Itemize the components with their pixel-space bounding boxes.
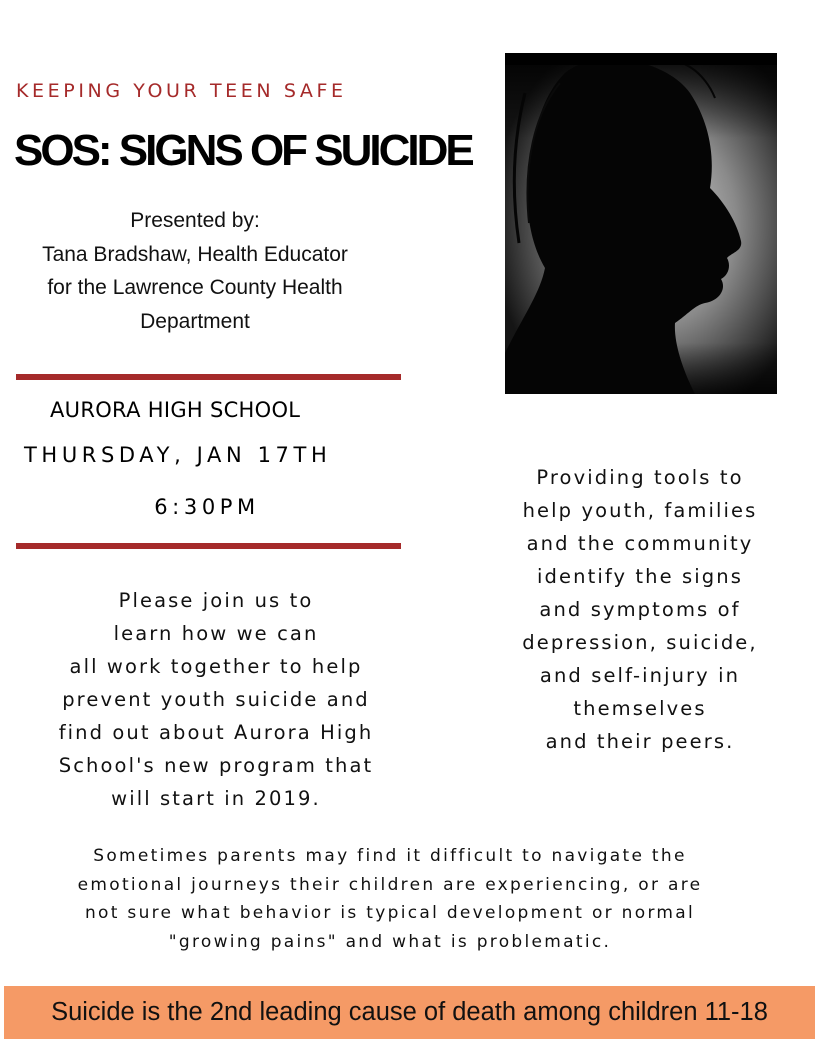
invite-line: will start in 2019.	[111, 787, 321, 810]
invite-text	[0, 584, 432, 815]
presenter-line: Tana Bradshaw, Health Educator	[42, 242, 348, 266]
paragraph-line: not sure what behavior is typical development or normal	[84, 903, 696, 923]
stat-banner-text: Suicide is the 2nd leading cause of death among children 11-18	[51, 998, 768, 1026]
presenter-block	[0, 204, 390, 338]
invite-line: all work together to help	[69, 655, 363, 678]
invite-line: Please join us to	[118, 589, 314, 612]
event-time: 6:30PM	[154, 495, 260, 519]
paragraph-line: Sometimes parents may find it difficult to navigate the	[93, 846, 687, 866]
invite-line: School's new program that	[58, 754, 374, 777]
kicker-heading: KEEPING YOUR TEEN SAFE	[16, 80, 347, 102]
tools-line: help youth, families	[522, 499, 758, 522]
tools-line: themselves	[573, 697, 707, 720]
silhouette-photo	[505, 53, 777, 394]
divider-top	[16, 374, 401, 380]
presenter-line: Department	[140, 309, 250, 333]
stat-banner	[4, 986, 815, 1039]
tools-line: and the community	[526, 532, 754, 555]
invite-line: find out about Aurora High	[58, 721, 374, 744]
parents-paragraph	[0, 842, 780, 956]
tools-text	[470, 461, 810, 758]
page-title: SOS: SIGNS OF SUICIDE	[14, 126, 472, 175]
divider-bottom	[16, 543, 401, 549]
paragraph-line: emotional journeys their children are experiencing, or are	[77, 874, 703, 895]
tools-line: and symptoms of	[539, 598, 741, 621]
tools-line: depression, suicide,	[522, 631, 758, 654]
invite-line: learn how we can	[113, 622, 319, 645]
paragraph-line: "growing pains" and what is problematic.	[168, 931, 612, 952]
invite-line: prevent youth suicide and	[62, 688, 370, 711]
silhouette-icon	[505, 53, 777, 394]
presenter-line: for the Lawrence County Health	[47, 276, 343, 299]
tools-line: Providing tools to	[536, 466, 744, 489]
tools-line: identify the signs	[537, 565, 743, 588]
presenter-line: Presented by:	[130, 209, 260, 232]
event-school: AURORA HIGH SCHOOL	[50, 398, 301, 422]
event-date: THURSDAY, JAN 17TH	[24, 443, 332, 467]
tools-line: and self-injury in	[539, 664, 741, 687]
tools-line: and their peers.	[545, 730, 735, 753]
